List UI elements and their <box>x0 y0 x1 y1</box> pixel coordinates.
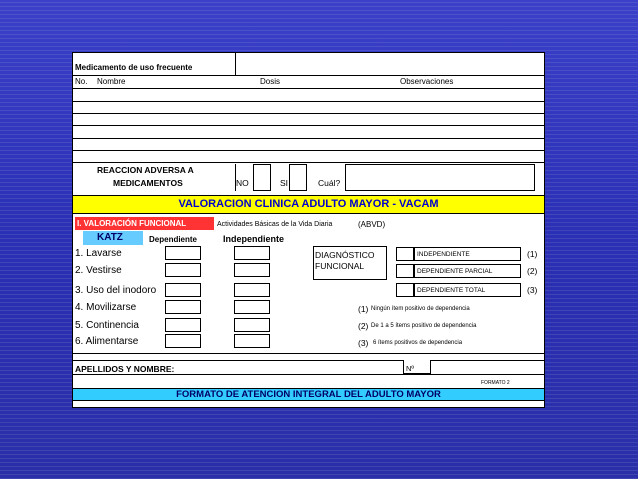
divider <box>73 374 544 375</box>
formato-title: FORMATO DE ATENCION INTEGRAL DEL ADULTO MAYOR <box>176 389 441 400</box>
dependiente-checkbox[interactable] <box>165 300 201 314</box>
functional-section-title: I. VALORACIÓN FUNCIONAL <box>77 219 187 228</box>
diagnosis-code: (3) <box>527 285 538 295</box>
divider <box>73 150 544 151</box>
legend-code: (1) <box>358 304 369 314</box>
independiente-checkbox[interactable] <box>234 246 270 260</box>
diagnosis-label-2: FUNCIONAL <box>315 261 365 271</box>
katz-label: KATZ <box>97 232 123 243</box>
apellidos-label: APELLIDOS Y NOMBRE: <box>75 364 175 374</box>
vacam-title: VALORACION CLINICA ADULTO MAYOR - VACAM <box>178 198 439 210</box>
independiente-header: Independiente <box>223 234 285 244</box>
independiente-checkbox[interactable] <box>234 283 270 297</box>
independiente-checkbox[interactable] <box>234 263 270 277</box>
abvd-label: (ABVD) <box>358 220 386 229</box>
activity-label: 2. Vestirse <box>75 265 122 276</box>
activity-label: 1. Lavarse <box>75 248 122 259</box>
divider <box>73 138 544 139</box>
no-checkbox[interactable] <box>253 164 271 191</box>
dependiente-total-checkbox[interactable] <box>396 283 414 297</box>
abvd-description: Actividades Básicas de la Vida Diaria <box>217 221 333 228</box>
dependiente-checkbox[interactable] <box>165 283 201 297</box>
independiente-checkbox[interactable] <box>234 334 270 348</box>
dependiente-parcial-checkbox[interactable] <box>396 264 414 278</box>
dependiente-header: Dependiente <box>149 235 198 244</box>
divider <box>73 101 544 102</box>
legend-text: 6 ítems positivos de dependencia <box>373 340 463 346</box>
independiente-result-checkbox[interactable] <box>396 247 414 261</box>
si-option-label: SI <box>280 178 289 188</box>
col-name-header: Nombre <box>97 77 126 86</box>
numero-label: Nº <box>406 364 415 373</box>
diagnosis-option-label: DEPENDIENTE TOTAL <box>417 287 486 294</box>
col-no-header: No. <box>75 77 88 86</box>
clinical-form <box>72 52 545 408</box>
diagnosis-option-label: INDEPENDIENTE <box>417 251 470 258</box>
dependiente-checkbox[interactable] <box>165 318 201 332</box>
medication-section-title: Medicamento de uso frecuente <box>75 63 193 72</box>
independiente-checkbox[interactable] <box>234 300 270 314</box>
adverse-reaction-label-2: MEDICAMENTOS <box>113 178 183 188</box>
diagnosis-code: (2) <box>527 266 538 276</box>
activity-label: 5. Continencia <box>75 320 139 331</box>
adverse-reaction-label: REACCION ADVERSA A <box>97 165 194 175</box>
col-dose-header: Dosis <box>260 77 281 86</box>
which-label: Cuál? <box>318 178 341 188</box>
divider <box>73 113 544 114</box>
dependiente-checkbox[interactable] <box>165 246 201 260</box>
legend-code: (3) <box>358 338 369 348</box>
divider <box>73 360 544 361</box>
formato-code: FORMATO 2 <box>481 380 510 386</box>
activity-label: 3. Uso del inodoro <box>75 285 157 296</box>
legend-code: (2) <box>358 321 369 331</box>
divider <box>73 75 544 76</box>
diagnosis-label: DIAGNÓSTICO <box>315 250 375 260</box>
divider <box>235 53 236 75</box>
divider <box>73 125 544 126</box>
col-obs-header: Observaciones <box>400 77 454 86</box>
dependiente-checkbox[interactable] <box>165 334 201 348</box>
divider <box>73 162 544 163</box>
which-field[interactable] <box>345 164 535 191</box>
legend-text: De 1 a 5 ítems positivo de dependencia <box>371 323 477 329</box>
divider <box>73 353 544 354</box>
divider <box>73 88 544 89</box>
activity-label: 6. Alimentarse <box>75 336 139 347</box>
dependiente-checkbox[interactable] <box>165 263 201 277</box>
no-option-label: NO <box>236 178 249 188</box>
independiente-checkbox[interactable] <box>234 318 270 332</box>
diagnosis-code: (1) <box>527 249 538 259</box>
legend-text: Ningún ítem positivo de dependencia <box>371 306 470 312</box>
activity-label: 4. Movilizarse <box>75 302 137 313</box>
si-checkbox[interactable] <box>289 164 307 191</box>
diagnosis-option-label: DEPENDIENTE PARCIAL <box>417 268 493 275</box>
